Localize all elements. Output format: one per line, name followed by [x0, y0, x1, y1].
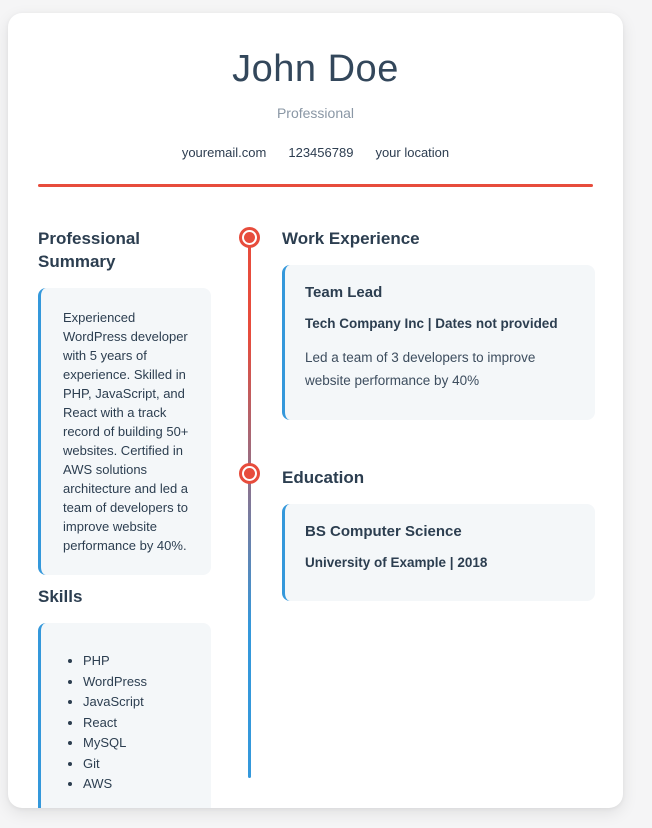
timeline-dot-experience	[239, 227, 260, 248]
education-entry	[282, 504, 595, 601]
skill-item: • AWS	[83, 774, 201, 795]
skill-item: • WordPress	[83, 672, 201, 693]
experience-meta: Tech Company Inc | Dates not provided	[305, 316, 558, 331]
skill-item: • React	[83, 713, 201, 734]
skill-item: • PHP	[83, 651, 201, 672]
experience-entry	[282, 265, 595, 420]
candidate-title: Professional	[276, 105, 355, 121]
experience-role: Team Lead	[305, 284, 383, 301]
contact-email: youremail.com	[181, 145, 267, 160]
experience-heading: Work Experience	[282, 229, 420, 248]
left-column	[38, 227, 211, 808]
resume-body	[8, 187, 623, 808]
resume-card	[8, 13, 623, 808]
skill-item: • Git	[83, 754, 201, 775]
education-heading: Education	[282, 468, 365, 487]
contact-phone: 123456789	[288, 145, 354, 160]
summary-panel	[38, 288, 211, 575]
resume-header	[8, 13, 623, 187]
experience-description: Led a team of 3 developers to improve website performance by 40%	[305, 350, 536, 388]
skill-item: • JavaScript	[83, 692, 201, 713]
candidate-name: John Doe	[232, 48, 399, 90]
timeline-line	[248, 238, 251, 778]
contact-row	[8, 144, 623, 162]
skills-list	[41, 651, 201, 795]
skills-panel	[38, 623, 211, 808]
contact-location: your location	[375, 145, 450, 160]
education-meta: University of Example | 2018	[305, 555, 488, 570]
skill-item: • MySQL	[83, 733, 201, 754]
education-degree: BS Computer Science	[305, 523, 462, 540]
summary-text: Experienced WordPress developer with 5 years of experience. Skilled in PHP, JavaScript, and React with a track record of building 50+ websites. Certified in AWS solutions architecture and led a team of developers to improve website performance by 40%.	[63, 310, 189, 553]
skills-heading: Skills	[38, 587, 83, 606]
right-column	[282, 227, 595, 601]
timeline-dot-education	[239, 463, 260, 484]
summary-heading: Professional Summary	[38, 229, 141, 271]
